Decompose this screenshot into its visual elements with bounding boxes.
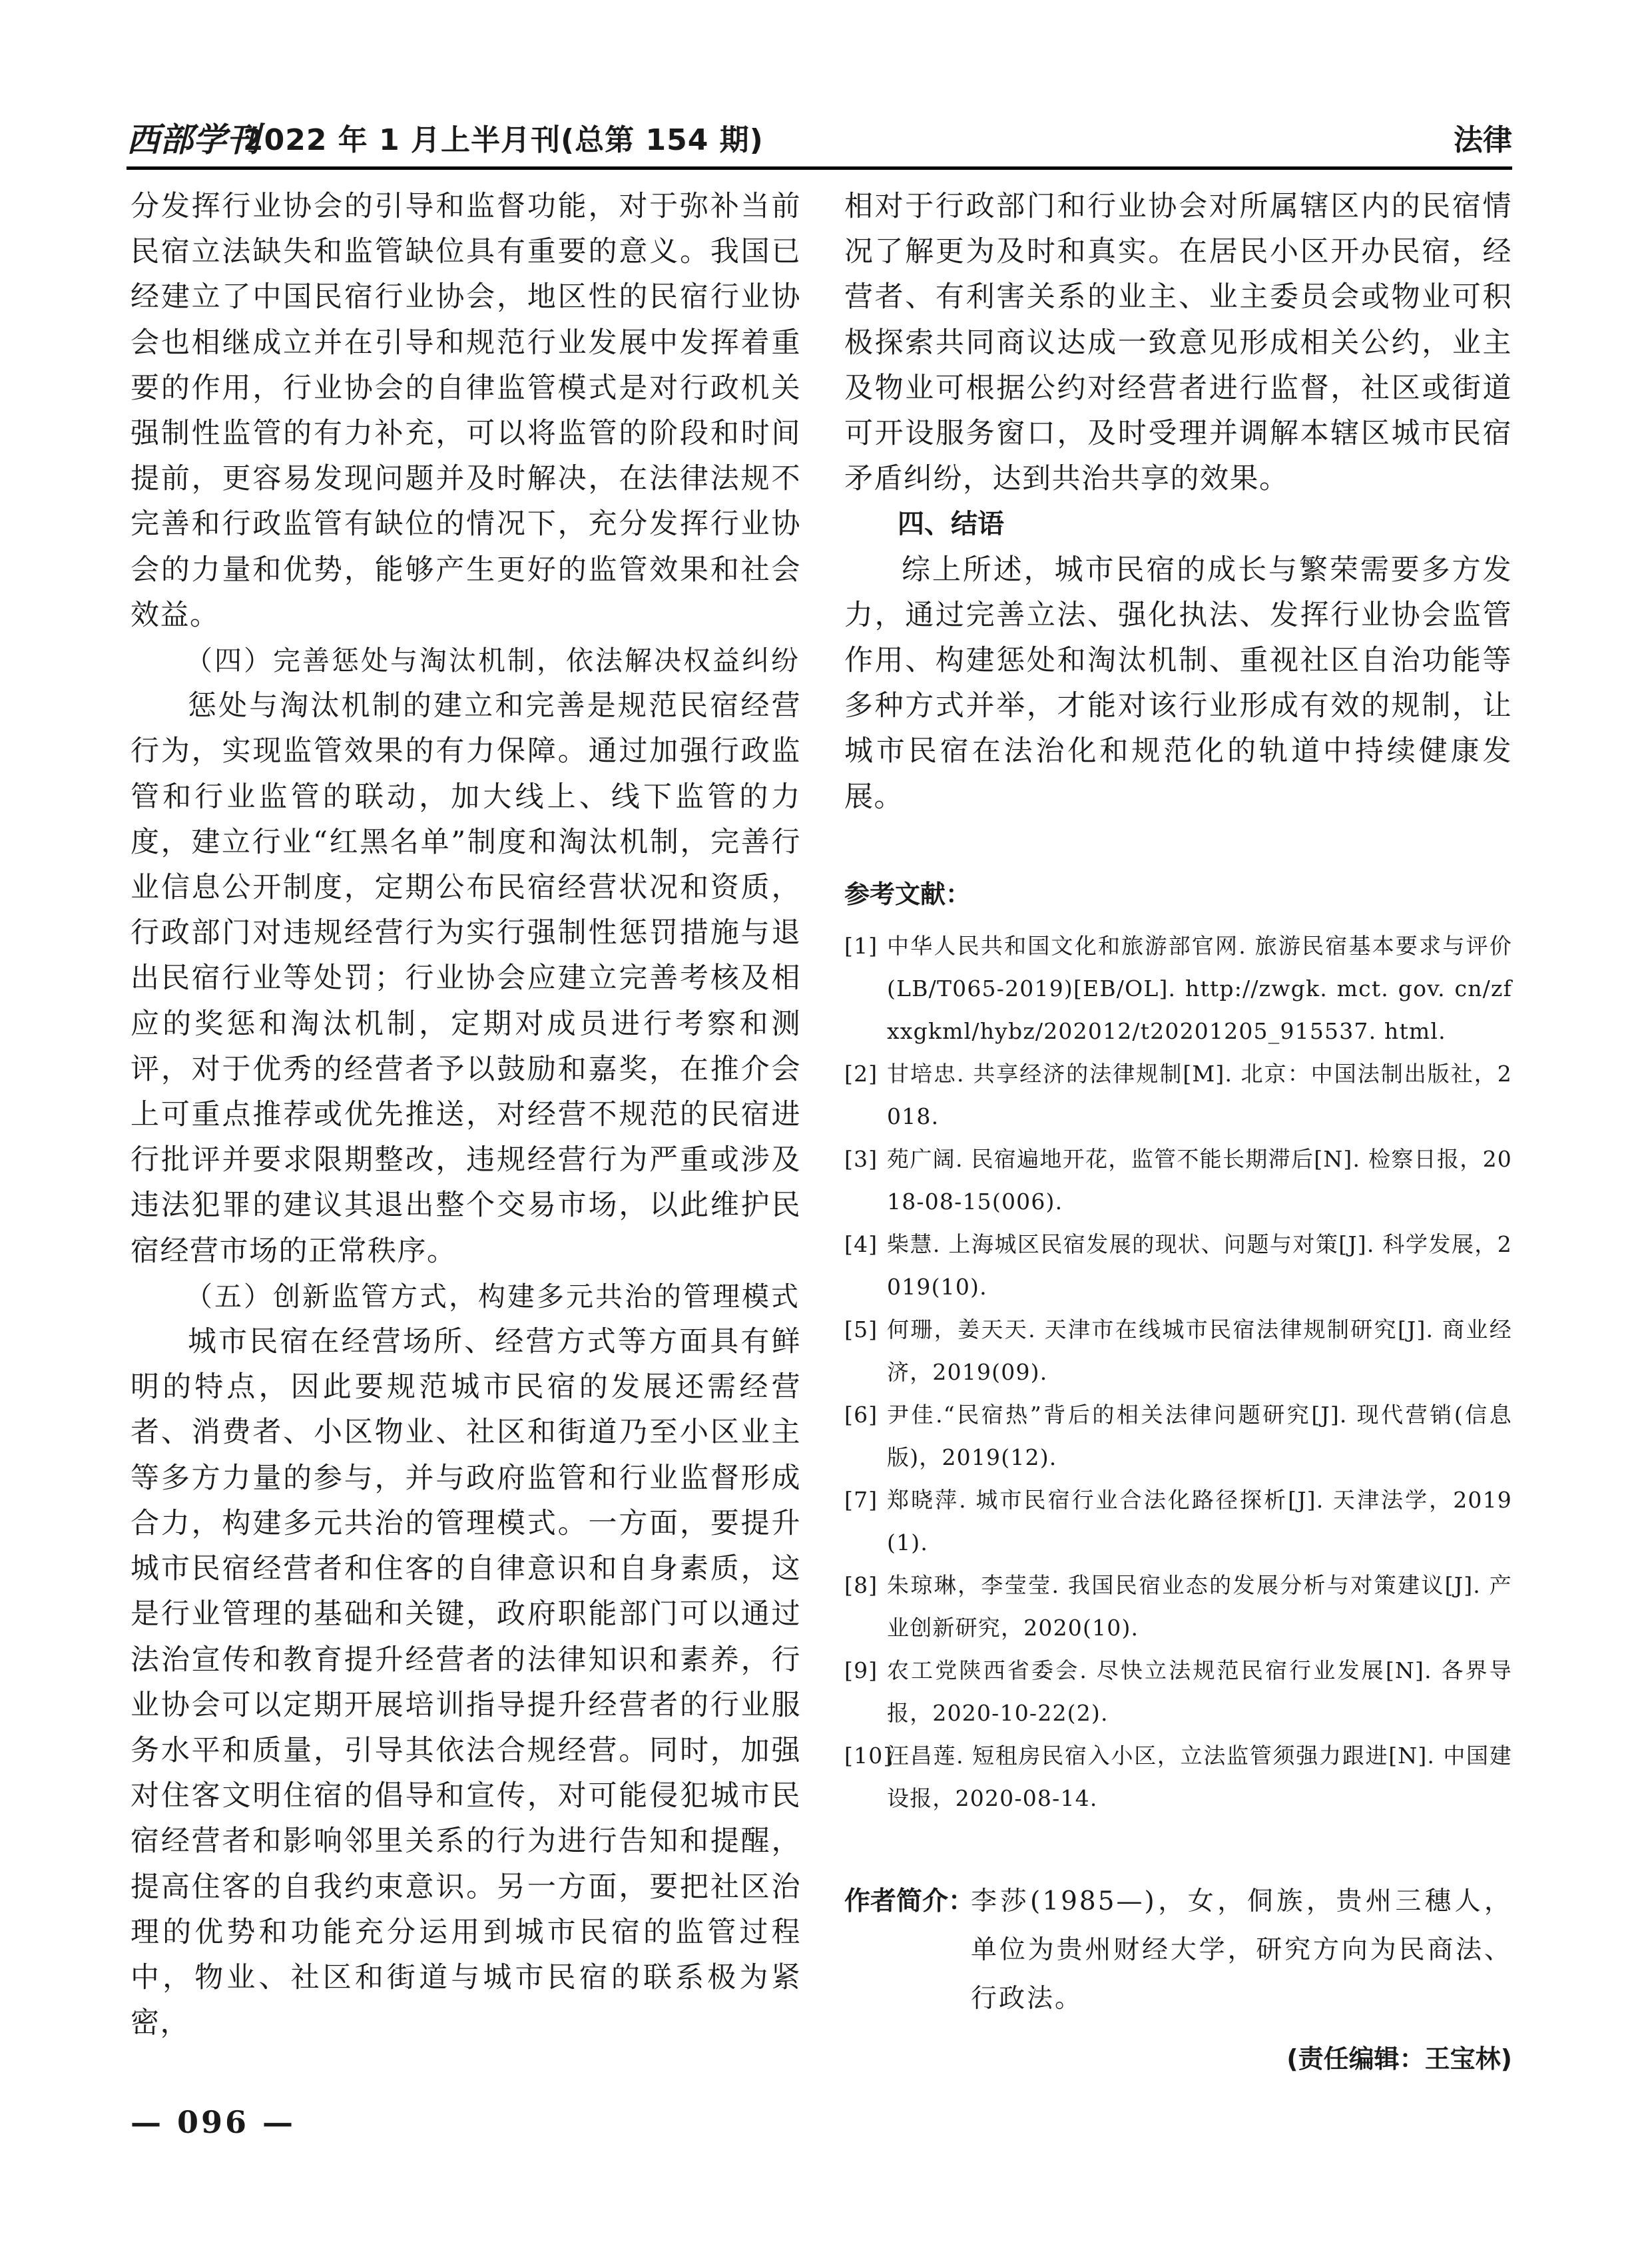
reference-item (844, 925, 1512, 1053)
right-column (844, 184, 1512, 2079)
author-label: 作者简介： (844, 1886, 975, 1916)
reference-item (844, 1053, 1512, 1138)
reference-item (844, 1394, 1512, 1479)
reference-text: 何珊，姜天天. 天津市在线城市民宿法律规制研究[J]. 商业经济，2019(09). (887, 1316, 1512, 1385)
references-list (844, 925, 1512, 1820)
reference-number: [7] (844, 1486, 878, 1513)
reference-text: 汪昌莲. 短租房民宿入小区，立法监管须强力跟进[N]. 中国建设报，2020-08-14. (887, 1742, 1512, 1811)
reference-item (844, 1138, 1512, 1223)
reference-text: 中华人民共和国文化和旅游部官网. 旅游民宿基本要求与评价(LB/T065-2019)[EB/OL]. http://zwgk. mct. gov. cn/zfxxgkml/hybz/202012/t20201205_915537. html. (887, 932, 1512, 1044)
left-column (131, 184, 801, 2046)
references-title: 参考文献： (844, 879, 971, 909)
reference-text: 郑晓萍. 城市民宿行业合法化路径探析[J]. 天津法学，2019(1). (887, 1486, 1512, 1555)
reference-item (844, 1223, 1512, 1308)
page-header (127, 107, 1512, 170)
reference-number: [6] (844, 1401, 878, 1428)
reference-item (844, 1735, 1512, 1820)
section-heading: 四、结语 (898, 509, 1004, 540)
section-label: 法律 (1454, 123, 1512, 157)
reference-number: [5] (844, 1316, 878, 1342)
paragraph: 相对于行政部门和行业协会对所属辖区内的民宿情况了解更为及时和真实。在居民小区开办民宿，经营者、有利害关系的业主、业主委员会或物业可积极探索共同商议达成一致意见形成相关公约，业主及物业可根据公约对经营者进行监督，社区或街道可开设服务窗口，及时受理并调解本辖区城市民宿矛盾纠纷，达到共治共享的效果。 (844, 190, 1512, 496)
responsible-editor: (责任编辑：王宝林) (1286, 2044, 1512, 2074)
reference-item (844, 1564, 1512, 1649)
reference-text: 尹佳.“民宿热”背后的相关法律问题研究[J]. 现代营销(信息版)，2019(12). (887, 1401, 1512, 1470)
reference-text: 苑广阔. 民宿遍地开花，监管不能长期滞后[N]. 检察日报，2018-08-15(006). (887, 1145, 1512, 1215)
reference-text: 甘培忠. 共享经济的法律规制[M]. 北京：中国法制出版社，2018. (887, 1060, 1512, 1129)
author-text: 李莎(1985—)，女，侗族，贵州三穗人，单位为贵州财经大学，研究方向为民商法、行政法。 (971, 1886, 1512, 2014)
reference-number: [9] (844, 1657, 878, 1683)
conclusion-paragraph: 综上所述，城市民宿的成长与繁荣需要多方发力，通过完善立法、强化执法、发挥行业协会监管作用、构建惩处和淘汰机制、重视社区自治功能等多种方式并举，才能对该行业形成有效的规制，让城市民宿在法治化和规范化的轨道中持续健康发展。 (844, 553, 1512, 814)
reference-number: [10] (844, 1742, 893, 1769)
reference-text: 柴慧. 上海城区民宿发展的现状、问题与对策[J]. 科学发展，2019(10). (887, 1231, 1512, 1300)
author-bio (844, 1877, 1512, 2023)
paragraph: 分发挥行业协会的引导和监督功能，对于弥补当前民宿立法缺失和监管缺位具有重要的意义。我国已经建立了中国民宿行业协会，地区性的民宿行业协会也相继成立并在引导和规范行业发展中发挥着重要的作用，行业协会的自律监管模式是对行政机关强制性监管的有力补充，可以将监管的阶段和时间提前，更容易发现问题并及时解决，在法律法规不完善和行政监管有缺位的情况下，充分发挥行业协会的力量和优势，能够产生更好的监管效果和社会效益。 (131, 190, 801, 632)
reference-text: 朱琼琳，李莹莹. 我国民宿业态的发展分析与对策建议[J]. 产业创新研究，2020(10). (887, 1571, 1512, 1641)
issue-info: 2022 年 1 月上半月刊(总第 154 期) (243, 123, 764, 157)
journal-logo: 西部学刊 (127, 120, 260, 159)
reference-number: [4] (844, 1231, 878, 1257)
reference-item (844, 1649, 1512, 1735)
reference-number: [3] (844, 1145, 878, 1172)
reference-item (844, 1308, 1512, 1394)
paragraph: 惩处与淘汰机制的建立和完善是规范民宿经营行为，实现监管效果的有力保障。通过加强行政监管和行业监管的联动，加大线上、线下监管的力度，建立行业“红黑名单”制度和淘汰机制，完善行业信息公开制度，定期公布民宿经营状况和资质，行政部门对违规经营行为实行强制性惩罚措施与退出民宿行业等处罚；行业协会应建立完善考核及相应的奖惩和淘汰机制，定期对成员进行考察和测评，对于优秀的经营者予以鼓励和嘉奖，在推介会上可重点推荐或优先推送，对经营不规范的民宿进行批评并要求限期整改，违规经营行为严重或涉及违法犯罪的建议其退出整个交易市场，以此维护民宿经营市场的正常秩序。 (131, 689, 801, 1268)
reference-number: [8] (844, 1571, 878, 1598)
subsection-heading: （五）创新监管方式，构建多元共治的管理模式 (185, 1280, 800, 1312)
page-number: — 096 — (131, 2104, 296, 2140)
paragraph: 城市民宿在经营场所、经营方式等方面具有鲜明的特点，因此要规范城市民宿的发展还需经营者、消费者、小区物业、社区和街道乃至小区业主等多方力量的参与，并与政府监管和行业监督形成合力，构建多元共治的管理模式。一方面，要提升城市民宿经营者和住客的自律意识和自身素质，这是行业管理的基础和关键，政府职能部门可以通过法治宣传和教育提升经营者的法律知识和素养，行业协会可以定期开展培训指导提升经营者的行业服务水平和质量，引导其依法合规经营。同时，加强对住客文明住宿的倡导和宣传，对可能侵犯城市民宿经营者和影响邻里关系的行为进行告知和提醒，提高住客的自我约束意识。另一方面，要把社区治理的优势和功能充分运用到城市民宿的监管过程中，物业、社区和街道与城市民宿的联系极为紧密， (131, 1325, 801, 2040)
reference-text: 农工党陕西省委会. 尽快立法规范民宿行业发展[N]. 各界导报，2020-10-22(2). (887, 1657, 1512, 1726)
reference-item (844, 1479, 1512, 1564)
reference-number: [2] (844, 1060, 878, 1087)
subsection-heading: （四）完善惩处与淘汰机制，依法解决权益纠纷 (185, 645, 800, 677)
reference-number: [1] (844, 932, 878, 959)
